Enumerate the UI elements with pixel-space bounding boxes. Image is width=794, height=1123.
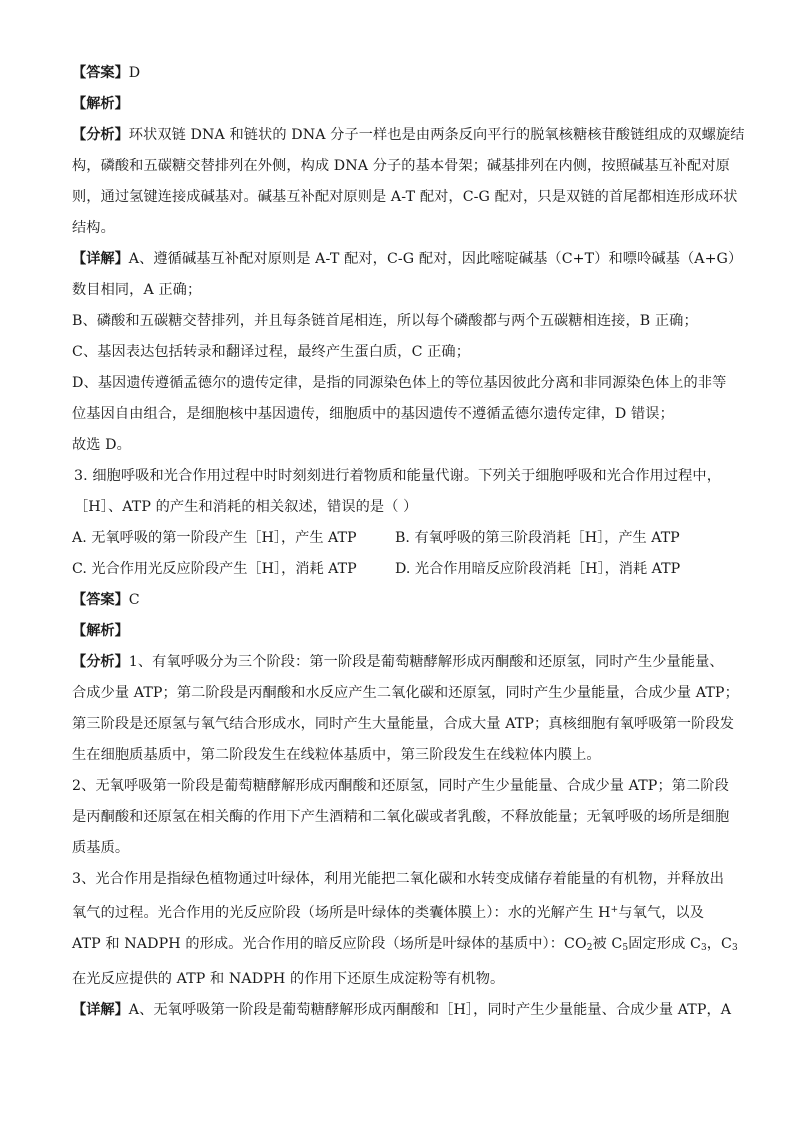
detail-tag: 【详解】 [72,251,129,267]
q2-detail-line: 位基因自由组合，是细胞核中基因遗传，细胞质中的基因遗传不遵循孟德尔遗传定律，D 错误； [72,406,674,422]
answer-value: D [128,65,141,81]
document-page [72,62,745,1021]
q2-detail-paragraph: 【详解】A、遵循碱基互补配对原则是 A-T 配对，C-G 配对，因此嘧啶碱基（C+T）和嘌呤碱基（A+G） [72,251,743,267]
analysis-tag: 【分析】 [72,127,129,143]
q2-analysis-title: 【解析】 [72,96,129,112]
q3-analysis-line: 在光反应提供的 ATP 和 NADPH 的作用下还原生成淀粉等有机物。 [72,971,505,987]
q3-analysis-line: 3、光合作用是指绿色植物通过叶绿体，利用光能把二氧化碳和水转变成储存着能量的有机物，并释放出 [72,871,725,887]
q3-analysis-line: 是丙酮酸和还原氢在相关酶的作用下产生酒精和二氧化碳或者乳酸，不释放能量；无氧呼吸的场所是细胞 [72,809,730,825]
q2-detail-line: C、基因表达包括转录和翻译过程，最终产生蛋白质，C 正确； [72,344,470,360]
q3-analysis-line: 质基质。 [72,840,130,856]
q3-analysis-line: 合成少量 ATP；第二阶段是丙酮酸和水反应产生二氧化碳和还原氢，同时产生少量能量，合成少量 ATP； [72,685,739,701]
q2-detail-line: 故选 D。 [72,437,131,453]
option-d: D. 光合作用暗反应阶段消耗［H］，消耗 ATP [395,561,681,577]
answer-tag: 【答案】 [72,65,129,81]
q3-detail-paragraph: 【详解】A、无氧呼吸第一阶段是葡萄糖酵解形成丙酮酸和［H］，同时产生少量能量、合成少量 ATP，A [72,1002,732,1018]
answer-tag: 【答案】 [72,592,129,608]
q3-analysis-line: 氧气的过程。光合作用的光反应阶段（场所是叶绿体的类囊体膜上）：水的光解产生 H+与氧气，以及 [72,905,705,921]
q3-options-row [72,527,712,549]
q3-analysis-line: 第三阶段是还原氢与氧气结合形成水，同时产生大量能量，合成大量 ATP；真核细胞有氧呼吸第一阶段发 [72,716,735,732]
q2-analysis-line: 则，通过氢键连接成碱基对。碱基互补配对原则是 A-T 配对，C-G 配对，只是双链的首尾都相连形成环状 [72,189,738,205]
analysis-tag: 【分析】 [72,654,129,670]
q3-options-row [72,558,712,580]
q2-detail-line: D、基因遗传遵循孟德尔的遗传定律，是指的同源染色体上的等位基因彼此分离和非同源染色体上的非等 [72,375,727,391]
q3-stem: ［H］、ATP 的产生和消耗的相关叙述，错误的是（ ） [74,499,418,515]
option-c: C. 光合作用光反应阶段产生［H］，消耗 ATP [72,561,357,577]
option-a: A. 无氧呼吸的第一阶段产生［H］，产生 ATP [72,530,357,546]
q3-analysis-line: ATP 和 NADPH 的形成。光合作用的暗反应阶段（场所是叶绿体的基质中）：$CO_2$被 $C_5$固定形成 $C_3$，$C_3$ [72,936,738,953]
q2-analysis-paragraph: 【分析】环状双链 DNA 和链状的 DNA 分子一样也是由两条反向平行的脱氧核糖核苷酸链组成的双螺旋结 [72,127,745,143]
q2-detail-line: B、磷酸和五碳糖交替排列，并且每条链首尾相连，所以每个磷酸都与两个五碳糖相连接，B 正确； [72,313,698,329]
q2-analysis-line: 结构。 [72,220,115,236]
q3-analysis-line: 生在细胞质基质中，第二阶段发生在线粒体基质中，第三阶段发生在线粒体内膜上。 [72,747,601,763]
option-b: B. 有氧呼吸的第三阶段消耗［H］，产生 ATP [395,530,680,546]
q2-analysis-line: 构，磷酸和五碳糖交替排列在外侧，构成 DNA 分子的基本骨架；碱基排列在内侧，按照碱基互补配对原 [72,158,730,174]
q2-answer-line [72,62,712,84]
q3-analysis-line: 2、无氧呼吸第一阶段是葡萄糖酵解形成丙酮酸和还原氢，同时产生少量能量、合成少量 ATP；第二阶段 [72,778,729,794]
q3-analysis-title: 【解析】 [72,623,129,639]
q3-analysis-paragraph: 【分析】1、有氧呼吸分为三个阶段：第一阶段是葡萄糖酵解形成丙酮酸和还原氢，同时产生少量能量、 [72,654,724,670]
detail-tag: 【详解】 [72,1002,129,1018]
q2-detail-line: 数目相同，A 正确； [72,282,202,298]
q3-answer-line [72,589,712,611]
answer-value: C [128,592,140,608]
q3-stem: 3. 细胞呼吸和光合作用过程中时时刻刻进行着物质和能量代谢。下列关于细胞呼吸和光合作用过程中， [74,468,721,484]
